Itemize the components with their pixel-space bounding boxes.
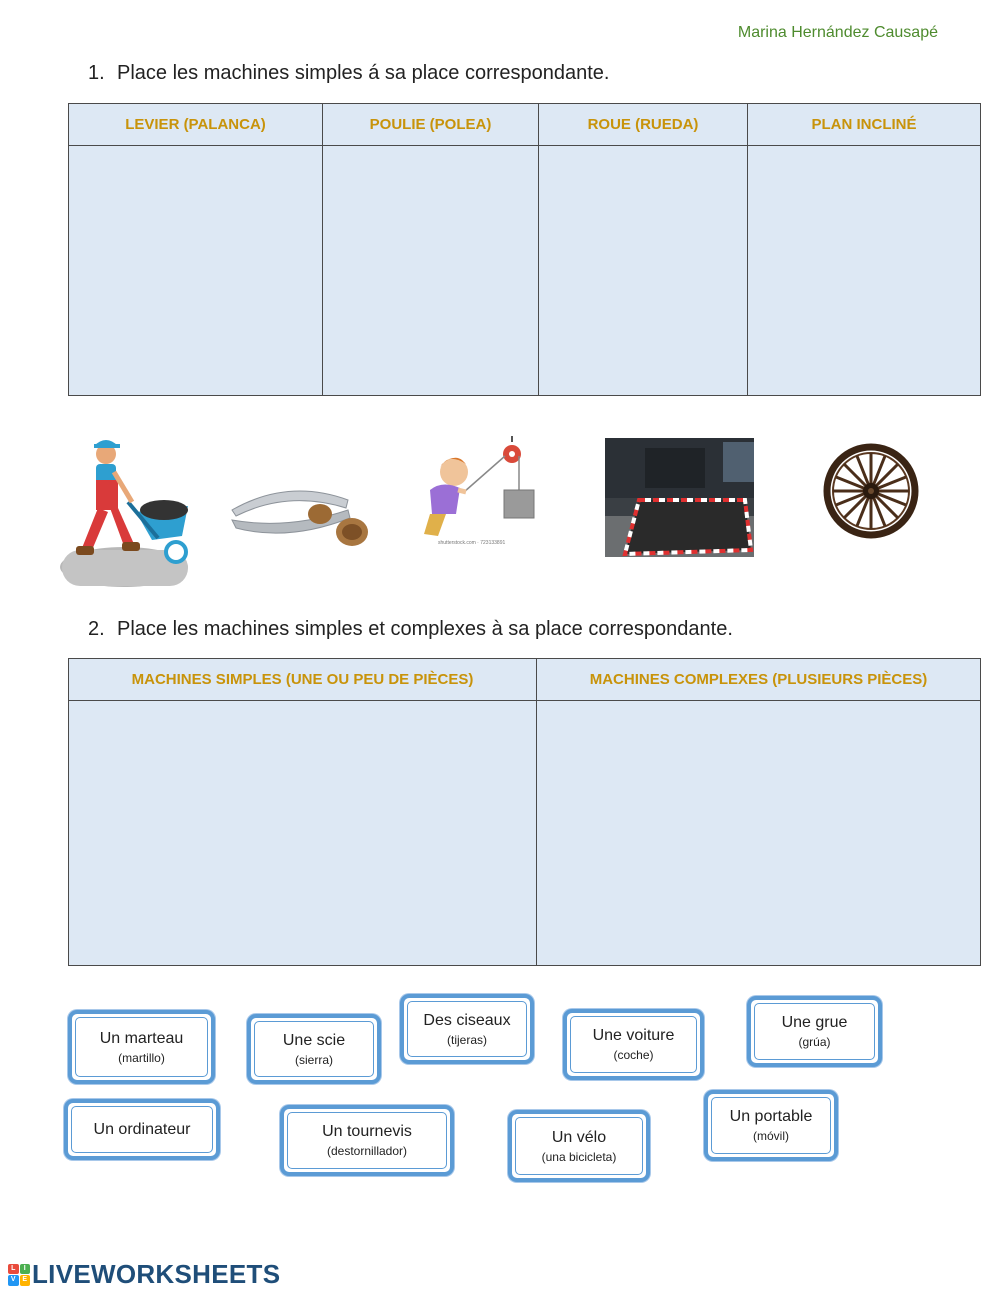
card-velo[interactable] [508, 1110, 650, 1182]
simple-machines-table [68, 103, 981, 396]
header-levier: LEVIER (PALANCA) [69, 104, 323, 146]
card-voiture[interactable] [563, 1009, 704, 1080]
drop-zone-poulie[interactable] [323, 146, 539, 396]
card-marteau[interactable] [68, 1010, 215, 1084]
card-scie-label: Une scie [282, 1031, 346, 1049]
header-plan-incline: PLAN INCLINÉ [748, 104, 981, 146]
question-2 [88, 618, 733, 641]
card-tournevis-label: Un tournevis [322, 1123, 412, 1140]
card-ciseaux-translation: (tijeras) [446, 1032, 487, 1047]
card-grue-label: Une grue [781, 1014, 848, 1031]
liveworksheets-logo [8, 1259, 280, 1290]
drop-zone-plan-incline[interactable] [748, 146, 981, 396]
liveworksheets-wordmark: LIVEWORKSHEETS [32, 1259, 281, 1289]
card-scie-translation: (sierra) [295, 1052, 333, 1067]
drop-zone-machines-complexes[interactable] [537, 701, 981, 966]
card-marteau-label: Un marteau [99, 1029, 184, 1047]
wheelbarrow-worker-image[interactable] [58, 432, 198, 590]
card-ciseaux-label: Des ciseaux [423, 1011, 511, 1029]
wooden-wheel-image[interactable] [822, 440, 920, 542]
header-machines-simples: MACHINES SIMPLES (UNE OU PEU DE PIÈCES) [69, 659, 537, 701]
card-grue-translation: (grúa) [798, 1035, 831, 1049]
card-voiture-translation: (coche) [613, 1048, 654, 1062]
card-scie[interactable] [247, 1014, 381, 1084]
header-roue: ROUE (RUEDA) [539, 104, 748, 146]
pulley-image-caption: shutterstock.com · 723133891 [438, 540, 506, 546]
question-1 [88, 62, 609, 85]
card-ciseaux[interactable] [400, 994, 534, 1064]
drop-zone-levier[interactable] [69, 146, 323, 396]
drop-zone-machines-simples[interactable] [69, 701, 537, 966]
question-2-text: Place les machines simples et complexes à sa place correspondante. [117, 618, 733, 640]
card-ordinateur-label: Un ordinateur [93, 1120, 191, 1138]
header-poulie: POULIE (POLEA) [323, 104, 539, 146]
wheelchair-ramp-image[interactable] [605, 438, 754, 557]
card-ordinateur[interactable] [64, 1099, 220, 1160]
card-grue[interactable] [747, 996, 882, 1067]
drop-zone-roue[interactable] [539, 146, 748, 396]
card-tournevis-translation: (destornillador) [326, 1144, 408, 1158]
simple-complex-table [68, 658, 981, 966]
boy-with-pulley-image[interactable] [402, 434, 542, 546]
question-1-number: 1. [88, 62, 105, 84]
author-name: Marina Hernández Causapé [737, 24, 938, 41]
question-1-text: Place les machines simples á sa place correspondante. [117, 62, 610, 84]
header-machines-complexes: MACHINES COMPLEXES (PLUSIEURS PIÈCES) [537, 659, 981, 701]
card-tournevis[interactable] [280, 1105, 454, 1176]
card-voiture-label: Une voiture [592, 1027, 675, 1044]
question-2-number: 2. [88, 618, 105, 640]
nutcracker-image[interactable] [228, 470, 373, 552]
card-velo-translation: (una bicicleta) [541, 1149, 617, 1164]
card-marteau-translation: (martillo) [118, 1050, 165, 1065]
card-portable[interactable] [704, 1090, 838, 1161]
card-portable-translation: (móvil) [753, 1129, 789, 1143]
card-velo-label: Un vélo [551, 1128, 607, 1146]
card-portable-label: Un portable [729, 1108, 813, 1125]
liveworksheets-icon: L I V E [8, 1264, 30, 1286]
